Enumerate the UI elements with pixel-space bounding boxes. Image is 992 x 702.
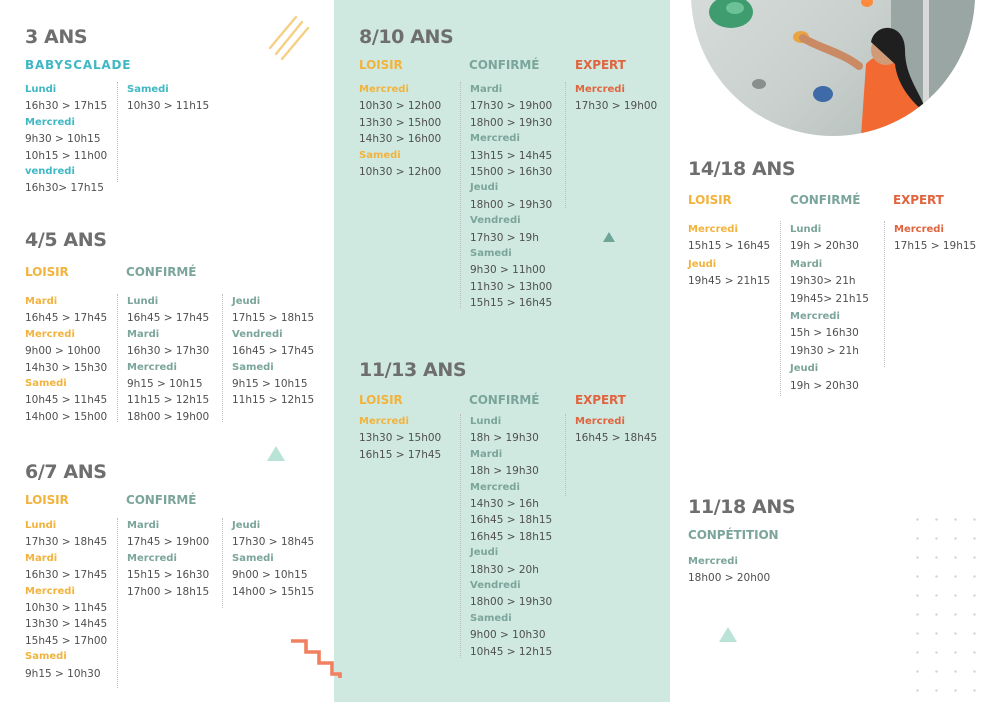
level-confirme-8-10: CONFIRMÉ [469,58,540,72]
time-slot: 19h > 20h30 [790,379,859,392]
time-slot: 16h45 > 18h15 [470,514,553,527]
time-slot: 15h15 > 16h45 [470,297,553,310]
day-label: Lundi [25,84,57,95]
time-slot: 15h > 16h30 [790,327,859,340]
day-label: Lundi [470,416,502,427]
time-slot: 19h45> 21h15 [790,292,869,305]
time-slot: 11h30 > 13h00 [470,280,553,293]
day-label: Mercredi [575,416,625,427]
day-label: Samedi [232,552,274,564]
time-slot: 16h45 > 18h15 [470,530,553,543]
time-slot: 14h00 > 15h00 [25,410,108,423]
time-slot: 17h15 > 19h15 [894,240,977,253]
time-slot: 14h00 > 15h15 [232,585,315,598]
level-confirme-6-7: CONFIRMÉ [126,493,197,507]
level-competition-11-18: CONPÉTITION [688,528,779,542]
schedule-11-13-confirme [460,414,552,658]
climber-photo [691,0,975,136]
time-slot: 18h00 > 19h30 [470,596,553,609]
schedule-14-18-loisir [688,221,770,291]
time-slot: 17h45 > 19h00 [127,536,210,549]
time-slot: 15h00 > 16h30 [470,166,553,179]
level-expert-11-13: EXPERT [575,393,626,407]
schedule-6-7-confirme-2 [222,518,314,608]
day-label: Mardi [25,296,58,307]
level-loisir-8-10: LOISIR [359,58,403,72]
day-label: Mercredi [470,133,520,145]
time-slot: 17h30 > 19h [470,231,539,244]
day-label: Samedi [470,612,512,624]
time-slot: 14h30 > 16h00 [359,133,442,146]
day-label: Mercredi [359,416,409,427]
time-slot: 18h00 > 19h30 [470,198,553,211]
day-label: Mardi [470,448,503,460]
level-loisir-11-13: LOISIR [359,393,403,407]
time-slot: 14h30 > 15h30 [25,361,108,374]
age-title-11-18: 11/18 ANS [688,496,796,518]
schedule-8-10-loisir [359,82,441,180]
time-slot: 19h30> 21h [790,275,856,288]
day-label: Mercredi [359,84,409,95]
time-slot: 16h30 > 17h15 [25,100,108,113]
time-slot: 16h15 > 17h45 [359,448,442,461]
day-label: Vendredi [470,580,521,592]
day-label: Mardi [127,520,160,531]
time-slot: 9h00 > 10h30 [470,629,546,642]
time-slot: 11h15 > 12h15 [127,394,210,407]
time-slot: 16h45 > 17h45 [232,345,315,358]
schedule-8-10-expert [565,82,657,208]
time-slot: 17h30 > 19h00 [575,100,658,113]
level-loisir-14-18: LOISIR [688,193,732,207]
time-slot: 13h15 > 14h45 [470,149,553,162]
time-slot: 10h45 > 12h15 [470,645,553,658]
day-label: Mercredi [894,224,944,235]
time-slot: 15h15 > 16h30 [127,569,210,582]
schedule-14-18-confirme [780,221,869,396]
time-slot: 16h30> 17h15 [25,182,104,195]
zigzag-stairs-icon [290,636,346,680]
time-slot: 9h30 > 11h00 [470,264,546,277]
level-expert-8-10: EXPERT [575,58,626,72]
schedule-4-5-confirme-2 [222,294,314,422]
age-title-4-5: 4/5 ANS [25,229,107,251]
time-slot: 19h > 20h30 [790,240,859,253]
time-slot: 19h45 > 21h15 [688,275,771,288]
level-confirme-4-5: CONFIRMÉ [126,265,197,279]
day-label: Mardi [127,328,160,340]
day-label: Samedi [232,361,274,373]
time-slot: 15h45 > 17h00 [25,634,108,647]
triangle-icon [267,446,285,461]
schedule-8-10-confirme [460,82,552,308]
time-slot: 10h30 > 12h00 [359,100,442,113]
schedule-6-7-loisir [25,518,107,682]
time-slot: 16h45 > 17h45 [127,312,210,325]
day-label: Vendredi [470,215,521,227]
time-slot: 11h15 > 12h15 [232,394,315,407]
time-slot: 17h30 > 18h45 [25,536,108,549]
time-slot: 10h30 > 12h00 [359,166,442,179]
time-slot: 18h00 > 20h00 [688,572,771,585]
day-label: Mercredi [688,556,738,567]
day-label: Mercredi [25,116,75,128]
schedule-6-7-confirme-1 [117,518,209,688]
day-label: Mardi [470,84,503,95]
time-slot: 16h30 > 17h30 [127,345,210,358]
time-slot: 17h00 > 18h15 [127,585,210,598]
time-slot: 13h30 > 15h00 [359,116,442,129]
age-title-14-18: 14/18 ANS [688,158,796,180]
schedule-11-18-competition [688,554,770,587]
day-label: Mercredi [790,311,840,323]
level-expert-14-18: EXPERT [893,193,944,207]
day-label: Mardi [25,552,58,564]
day-label: vendredi [25,166,75,178]
time-slot: 16h45 > 17h45 [25,312,108,325]
day-label: Lundi [25,520,57,531]
time-slot: 9h30 > 10h15 [25,133,101,146]
time-slot: 18h > 19h30 [470,465,539,478]
day-label: Samedi [25,378,67,390]
time-slot: 17h15 > 18h15 [232,312,315,325]
level-loisir-4-5: LOISIR [25,265,69,279]
level-babyscalade: BABYSCALADE [25,58,132,72]
schedule-3-col2 [117,82,209,182]
time-slot: 9h15 > 10h15 [232,378,308,391]
time-slot: 17h30 > 19h00 [470,100,553,113]
day-label: Jeudi [470,182,499,194]
time-slot: 18h > 19h30 [470,432,539,445]
time-slot: 10h30 > 11h45 [25,602,108,615]
schedule-4-5-confirme-1 [117,294,209,422]
day-label: Samedi [127,84,169,95]
day-label: Mercredi [470,481,520,493]
day-label: Jeudi [232,296,261,307]
level-confirme-11-13: CONFIRMÉ [469,393,540,407]
day-label: Mercredi [127,552,177,564]
level-loisir-6-7: LOISIR [25,493,69,507]
day-label: Lundi [790,224,822,235]
time-slot: 9h15 > 10h15 [127,378,203,391]
age-title-6-7: 6/7 ANS [25,461,107,483]
time-slot: 17h30 > 18h45 [232,536,315,549]
time-slot: 16h45 > 18h45 [575,432,658,445]
day-label: Samedi [470,248,512,260]
age-title-3: 3 ANS [25,26,88,48]
day-label: Jeudi [790,363,819,375]
day-label: Samedi [359,149,401,161]
day-label: Jeudi [232,520,261,531]
time-slot: 15h15 > 16h45 [688,240,771,253]
time-slot: 13h30 > 15h00 [359,432,442,445]
schedule-3-col1 [25,82,107,197]
climber-illustration [691,0,975,136]
schedule-14-18-expert [884,221,976,367]
diagonal-stripes-icon [266,14,312,62]
day-label: Mercredi [575,84,625,95]
time-slot: 18h30 > 20h [470,563,539,576]
time-slot: 10h30 > 11h15 [127,100,210,113]
day-label: Samedi [25,651,67,663]
day-label: Jeudi [688,258,717,270]
day-label: Jeudi [470,547,499,559]
time-slot: 10h45 > 11h45 [25,394,108,407]
time-slot: 19h30 > 21h [790,344,859,357]
time-slot: 16h30 > 17h45 [25,569,108,582]
time-slot: 9h15 > 10h30 [25,667,101,680]
age-title-8-10: 8/10 ANS [359,26,454,48]
day-label: Mercredi [127,361,177,373]
day-label: Mercredi [25,585,75,597]
day-label: Mercredi [25,328,75,340]
triangle-icon [603,232,615,242]
time-slot: 18h00 > 19h00 [127,410,210,423]
level-confirme-14-18: CONFIRMÉ [790,193,861,207]
schedule-4-5-loisir [25,294,107,425]
schedule-11-13-loisir [359,414,441,463]
age-title-11-13: 11/13 ANS [359,359,467,381]
time-slot: 10h15 > 11h00 [25,149,108,162]
day-label: Mercredi [688,224,738,235]
day-label: Vendredi [232,328,283,340]
dot-grid-decoration [908,510,992,700]
time-slot: 9h00 > 10h00 [25,345,101,358]
time-slot: 9h00 > 10h15 [232,569,308,582]
day-label: Lundi [127,296,159,307]
schedule-11-13-expert [565,414,657,496]
day-label: Mardi [790,258,823,270]
triangle-icon [719,627,737,642]
time-slot: 18h00 > 19h30 [470,116,553,129]
time-slot: 14h30 > 16h [470,498,539,511]
time-slot: 13h30 > 14h45 [25,618,108,631]
